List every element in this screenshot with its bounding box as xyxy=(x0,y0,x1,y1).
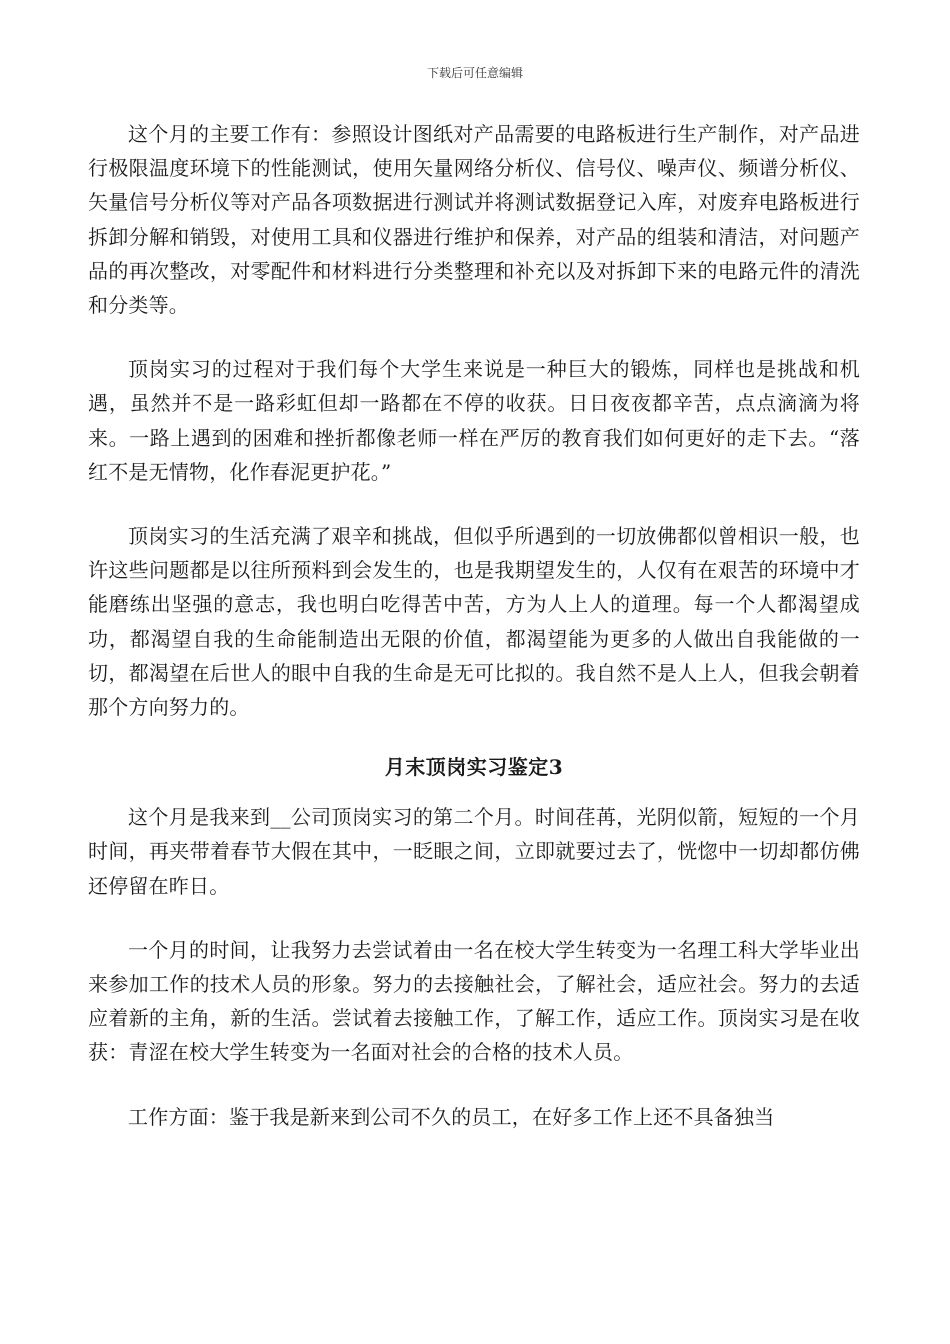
paragraph-work-aspect: 工作方面：鉴于我是新来到公司不久的员工，在好多工作上还不具备独当 xyxy=(128,1104,775,1129)
document-body xyxy=(88,117,860,1134)
paragraph-gap xyxy=(88,903,860,933)
paragraph-internship-life: 顶岗实习的生活充满了艰辛和挑战，但似乎所遇到的一切放佛都似曾相识一般，也许这些问题都是以往所预料到会发生的，也是我期望发生的，人仅有在艰苦的环境中才能磨练出坚强的意志，我也明白吃得苦中苦，方为人上人的道理。每一个人都渴望成功，都渴望自我的生命能制造出无限的价值，都渴望能为更多的人做出自我能做的一切，都渴望在后世人的眼中自我的生命是无可比拟的。我自然不是人上人，但我会朝着那个方向努力的。 xyxy=(88,524,860,720)
section-heading: 月末顶岗实习鉴定3 xyxy=(384,755,564,780)
paragraph-work-duties: 这个月的主要工作有：参照设计图纸对产品需要的电路板进行生产制作，对产品进行极限温度环境下的性能测试，使用矢量网络分析仪、信号仪、噪声仪、频谱分析仪、矢量信号分析仪等对产品各项数据进行测试并将测试数据登记入库，对废弃电路板进行拆卸分解和销毁，对使用工具和仪器进行维护和保养，对产品的组装和清洁，对问题产品的再次整改，对零配件和材料进行分类整理和补充以及对拆卸下来的电路元件的清洗和分类等。 xyxy=(88,122,860,318)
paragraph-one-month: 一个月的时间，让我努力去尝试着由一名在校大学生转变为一名理工科大学毕业出来参加工作的技术人员的形象。努力的去接触社会，了解社会，适应社会。努力的去适应着新的主角，新的生活。尝试着去接触工作，了解工作，适应工作。顶岗实习是在收获：青涩在校大学生转变为一名面对社会的合格的技术人员。 xyxy=(88,937,860,1065)
paragraph-gap xyxy=(88,1070,860,1100)
paragraph-gap xyxy=(88,784,860,800)
paragraph-internship-process: 顶岗实习的过程对于我们每个大学生来说是一种巨大的锻炼，同样也是挑战和机遇，虽然并不是一路彩虹但却一路都在不停的收获。日日夜夜都辛苦，点点滴滴为将来。一路上遇到的困难和挫折都像老师一样在严厉的教育我们如何更好的走下去。“落红不是无情物，化作春泥更护花。” xyxy=(88,357,860,484)
paragraph-gap xyxy=(88,322,860,352)
page-header: 下载后可任意编辑 xyxy=(426,66,523,80)
paragraph-gap xyxy=(88,724,860,750)
paragraph-second-month: 这个月是我来到__公司顶岗实习的第二个月。时间荏苒，光阴似箭，短短的一个月时间，再夹带着春节大假在其中，一眨眼之间，立即就要过去了，恍惚中一切却都仿佛还停留在昨日。 xyxy=(88,805,860,898)
paragraph-gap xyxy=(88,489,860,519)
